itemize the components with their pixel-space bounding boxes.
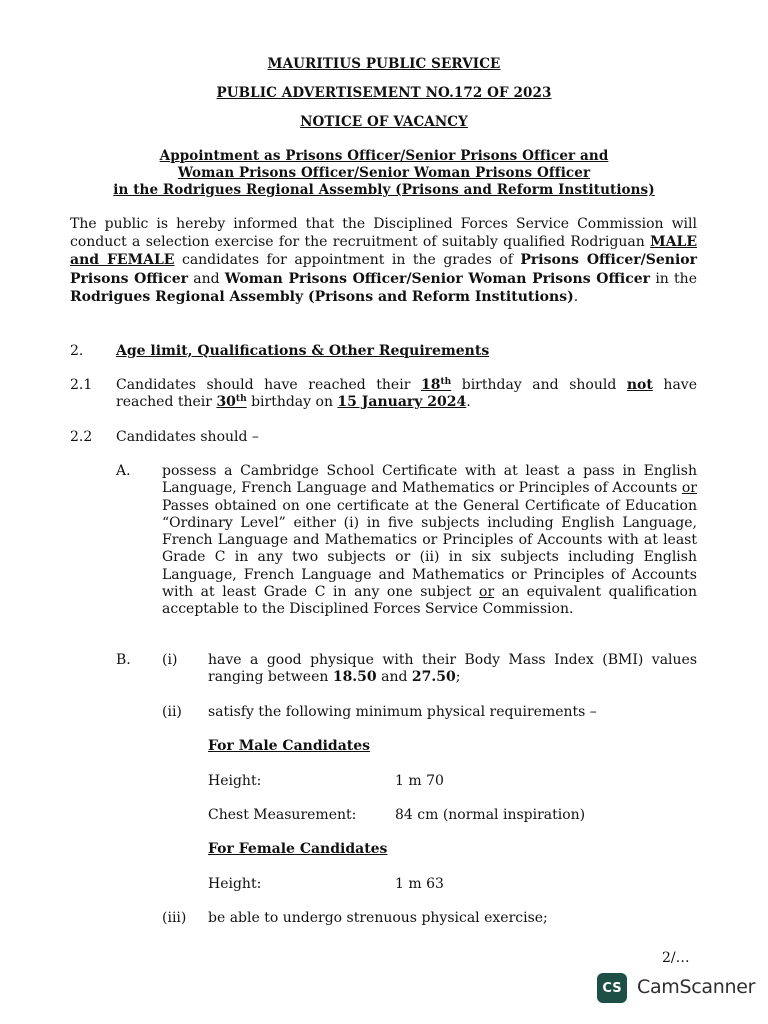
title-line-1: Appointment as Prisons Officer/Senior Prisons Officer and [159, 148, 609, 164]
section-2-2-text: Candidates should – [116, 429, 259, 445]
camscanner-logo-icon [597, 973, 627, 1003]
male-candidates-heading: For Male Candidates [208, 738, 371, 754]
item-a-label: A. [116, 463, 131, 479]
item-b-i-text: have a good physique with their Body Mass Index (BMI) values ranging between 18.50 and 27.50; [208, 652, 697, 686]
male-chest-value: 84 cm (normal inspiration) [395, 807, 586, 823]
female-height-label: Height: [208, 876, 262, 892]
item-b-iii-label: (iii) [162, 910, 187, 926]
male-chest-label: Chest Measurement: [208, 807, 357, 823]
page-continuation: 2/… [662, 950, 690, 966]
item-b-ii-label: (ii) [162, 704, 182, 720]
title-line-2: Woman Prisons Officer/Senior Woman Prisons Officer [177, 165, 591, 181]
header-notice: NOTICE OF VACANCY [300, 114, 468, 130]
section-2-1-number: 2.1 [70, 377, 93, 393]
female-height-value: 1 m 63 [395, 876, 444, 892]
section-2-1-text: Candidates should have reached their 18th birthday and should not have reached their 30th birthday on 15 January 2024. [116, 377, 697, 411]
section-2-number: 2. [70, 343, 84, 359]
item-a-text: possess a Cambridge School Certificate with at least a pass in English Language, French Language and Mathematics or Principles of Accounts or Passes obtained on one certificate at the General Certificate of Education “Ordinary Level” either (i) in five subjects including English Language, French Language and Mathematics or Principles of Accounts with at least Grade C in any two subjects or (ii) in six subjects including English Language, French Language and Mathematics or Principles of Accounts with at least Grade C in any one subject or an equivalent qualification acceptable to the Disciplined Forces Service Commission. [162, 463, 697, 618]
male-height-label: Height: [208, 773, 262, 789]
item-b-iii-text: be able to undergo strenuous physical exercise; [208, 910, 548, 926]
title-line-3: in the Rodrigues Regional Assembly (Prisons and Reform Institutions) [113, 182, 655, 198]
section-2-heading: Age limit, Qualifications & Other Requirements [116, 343, 490, 359]
section-2-2-number: 2.2 [70, 429, 93, 445]
male-height-value: 1 m 70 [395, 773, 444, 789]
camscanner-logo-text: CS [602, 980, 622, 996]
item-b-ii-text: satisfy the following minimum physical requirements – [208, 704, 597, 720]
header-advertisement-number: PUBLIC ADVERTISEMENT NO.172 OF 2023 [216, 85, 552, 101]
item-b-i-label: (i) [162, 652, 178, 668]
camscanner-watermark: CamScanner [637, 976, 756, 998]
item-b-label: B. [116, 652, 131, 668]
female-candidates-heading: For Female Candidates [208, 841, 388, 857]
intro-paragraph: The public is hereby informed that the Disciplined Forces Service Commission will conduct a selection exercise for the recruitment of suitably qualified Rodriguan MALE and FEMALE candidates for appointment in the grades of Prisons Officer/Senior Prisons Officer and Woman Prisons Officer/Senior Woman Prisons Officer in the Rodrigues Regional Assembly (Prisons and Reform Institutions). [70, 216, 697, 305]
header-service: MAURITIUS PUBLIC SERVICE [267, 56, 501, 72]
